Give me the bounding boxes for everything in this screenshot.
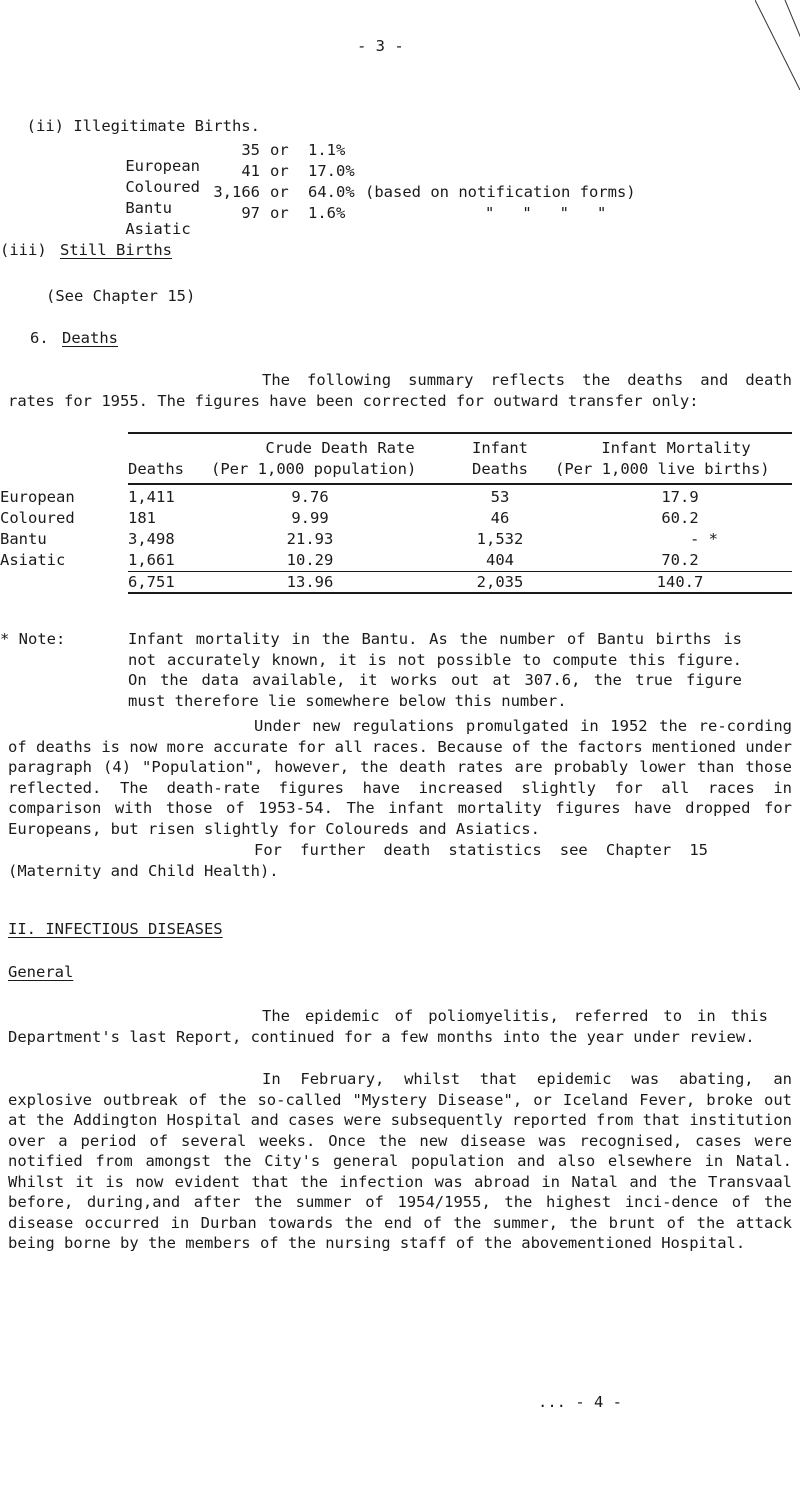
header-crude-rate-sub: (Per 1,000 population) <box>211 460 417 478</box>
general-heading: General <box>8 963 74 981</box>
infant-cell: 53 <box>490 488 510 506</box>
pct-value: 64.0% <box>308 183 355 201</box>
header-crude-rate: Crude Death Rate <box>265 439 415 457</box>
section-iii-heading: Still Births <box>60 241 172 259</box>
deaths-cell: 181 <box>128 509 156 527</box>
race-label: Coloured <box>125 177 200 196</box>
header-deaths: Deaths <box>128 460 184 478</box>
header-infant-sub: Deaths <box>472 460 528 478</box>
section-iii-number: (iii) <box>0 241 47 259</box>
count-value: 97 <box>241 204 260 222</box>
count-value: 35 <box>241 141 260 159</box>
section-ii-heading <box>8 103 260 134</box>
mortality-cell: 60.2 <box>661 509 699 527</box>
table-top-rule <box>128 432 792 434</box>
table-bottom-rule <box>128 592 792 594</box>
crude-cell: 21.93 <box>286 530 334 548</box>
count-value: 41 <box>241 162 260 180</box>
mortality-cell: 70.2 <box>661 551 699 569</box>
deaths-cell: 3,498 <box>128 530 175 548</box>
row-label: Asiatic <box>0 551 66 569</box>
section-ii-heading-text: (ii) Illegitimate Births. <box>26 116 260 135</box>
infant-cell: 404 <box>486 551 514 569</box>
or-word: or <box>270 141 289 159</box>
further-statistics-paragraph: For further death statistics see Chapter 15 (Maternity and Child Health). <box>8 841 708 880</box>
count-value: 3,166 <box>213 183 260 201</box>
infant-cell: 46 <box>490 509 510 527</box>
pct-value: 1.6% <box>308 204 346 222</box>
pct-value: 17.0% <box>308 162 355 180</box>
deaths-intro-paragraph: The following summary reflects the deaths and death rates for 1955. The figures have been corrected for outward transfer only: <box>8 371 792 410</box>
total-crude: 13.96 <box>286 573 334 591</box>
or-word: or <box>270 162 289 180</box>
race-label: Asiatic <box>125 219 191 238</box>
or-word: or <box>270 183 289 201</box>
section-6-number: 6. <box>30 329 49 347</box>
february-outbreak-paragraph: In February, whilst that epidemic was abating, an explosive outbreak of the so-called "Mystery Disease", or Iceland Fever, broke out at the Addington Hospital and cases were subsequently reported from that institution over a period of several weeks. Once the new disease was recognised, cases were notified from amongst the City's general population and also elsewhere in Natal. Whilst it is now evident that the infection was abroad in Natal and the Transvaal before, during,and after the summer of 1954/1955, the highest inci-dence of the disease occurred in Durban towards the end of the summer, the brunt of the attack being borne by the members of the nursing staff of the abovementioned Hospital. <box>8 1070 792 1252</box>
crude-cell: 10.29 <box>286 551 334 569</box>
crude-cell: 9.99 <box>291 509 329 527</box>
table-header-rule <box>128 483 792 485</box>
race-label: Bantu <box>125 198 172 217</box>
table-body-rule <box>128 571 792 572</box>
infant-cell: 1,532 <box>476 530 524 548</box>
header-infant: Infant <box>472 439 528 457</box>
header-infant-mortality: Infant Mortality <box>601 439 751 457</box>
total-deaths: 6,751 <box>128 573 175 591</box>
section-6-heading: Deaths <box>62 329 118 347</box>
total-mortality: 140.7 <box>656 573 704 591</box>
section-II-heading: II. INFECTIOUS DISEASES <box>8 920 223 938</box>
or-word: or <box>270 204 289 222</box>
note-text: (based on notification forms) <box>365 183 636 201</box>
header-infant-mortality-sub: (Per 1,000 live births) <box>555 460 770 478</box>
note-label: * Note: <box>0 630 66 648</box>
page-number: - 3 - <box>357 37 404 55</box>
deaths-cell: 1,411 <box>128 488 175 506</box>
race-label: European <box>125 156 200 175</box>
mortality-cell: 17.9 <box>661 488 699 506</box>
corner-marks <box>755 0 800 90</box>
total-infant: 2,035 <box>476 573 524 591</box>
pct-value: 1.1% <box>308 141 346 159</box>
ditto-marks: " " " " <box>485 204 607 222</box>
see-chapter-note: (See Chapter 15) <box>46 287 196 305</box>
mortality-cell: - * <box>690 530 718 548</box>
regulations-paragraph: Under new regulations promulgated in 1952 the re-cording of deaths is now more accurate for all races. Because of the factors mentioned under paragraph (4) "Population", however, the death rates are probably lower than those reflected. The death-rate figures have increased slightly for all races in comparison with those of 1953-54. The infant mortality figures have dropped for Europeans, but risen slightly for Coloureds and Asiatics. <box>8 717 792 838</box>
page-footer: ... - 4 - <box>538 1393 622 1411</box>
crude-cell: 9.76 <box>291 488 329 506</box>
polio-paragraph: The epidemic of poliomyelitis, referred to in this Department's last Report, continued for a few months into the year under review. <box>8 1007 768 1046</box>
row-label: Bantu <box>0 530 47 548</box>
row-label: European <box>0 488 75 506</box>
deaths-cell: 1,661 <box>128 551 175 569</box>
note-text: Infant mortality in the Bantu. As the number of Bantu births is not accurately known, it is not possible to compute this figure. On the data available, it works out at 307.6, the true figure must therefore lie somewhere below this number. <box>128 630 742 710</box>
row-label: Coloured <box>0 509 75 527</box>
